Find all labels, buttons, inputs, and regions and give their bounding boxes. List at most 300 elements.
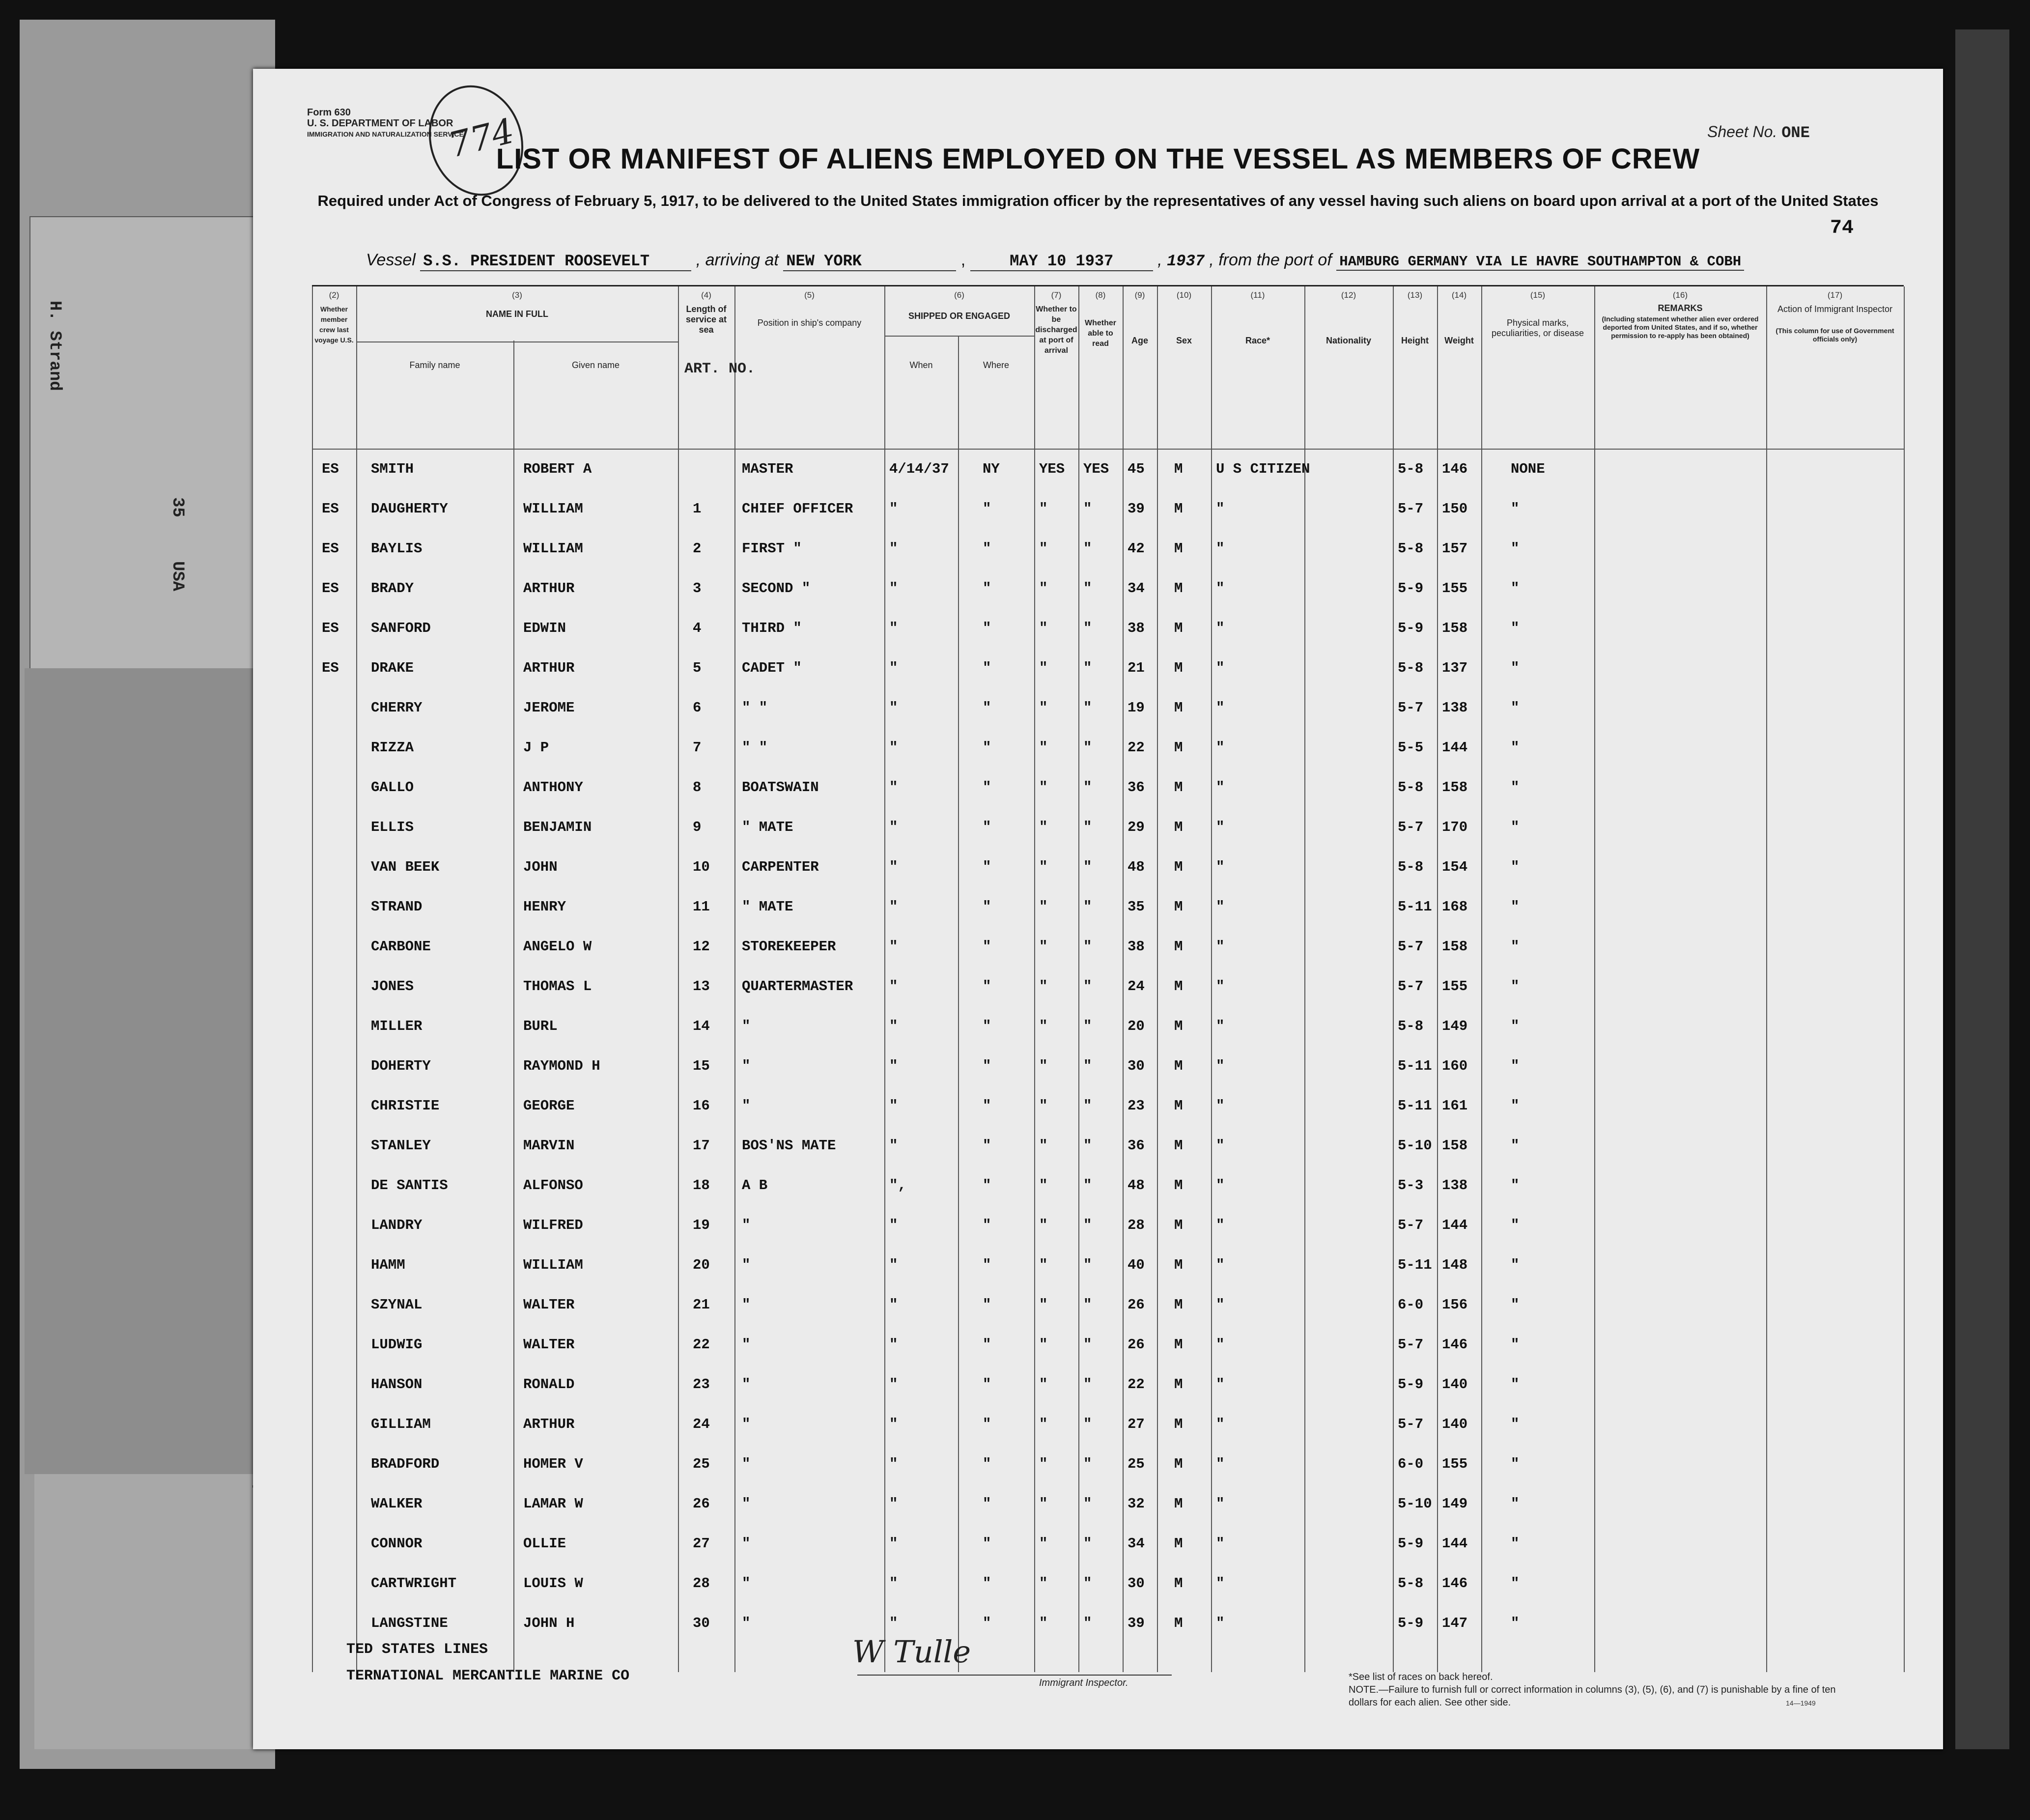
crew-weight: 138 (1442, 700, 1468, 716)
crew-position: FIRST " (742, 540, 802, 557)
crew-given-name: WALTER (523, 1297, 575, 1313)
crew-age: 27 (1128, 1416, 1145, 1432)
crew-able-to-read: " (1083, 1257, 1092, 1273)
colnum-6: (6) (954, 290, 964, 300)
crew-age: 42 (1128, 540, 1145, 557)
crew-family-name: ELLIS (371, 819, 414, 835)
vessel-line: Vessel S.S. PRESIDENT ROOSEVELT , arriving at NEW YORK , MAY 10 1937 , 1937 , from the port of HAMBURG GERMANY VIA LE HAVRE SOUTHAMPTON & COBH (366, 251, 1744, 271)
crew-able-to-read: " (1083, 540, 1092, 557)
crew-weight: 138 (1442, 1177, 1468, 1194)
table-row (312, 938, 1904, 978)
crew-physical-marks: " (1511, 580, 1520, 597)
crew-race: " (1216, 1416, 1225, 1432)
crew-sex: M (1174, 899, 1183, 915)
crew-art-no: 30 (693, 1615, 710, 1631)
crew-weight: 170 (1442, 819, 1468, 835)
crew-able-to-read: " (1083, 1217, 1092, 1233)
arrival-year: 1937 (1167, 252, 1205, 270)
table-row (312, 501, 1904, 540)
crew-physical-marks: " (1511, 1456, 1520, 1472)
crew-discharged: " (1039, 1376, 1048, 1393)
crew-race: " (1216, 1297, 1225, 1313)
crew-position: CHIEF OFFICER (742, 501, 853, 517)
crew-family-name: BRADY (371, 580, 414, 597)
crew-weight: 140 (1442, 1416, 1468, 1432)
document-title: LIST OR MANIFEST OF ALIENS EMPLOYED ON THE VESSEL AS MEMBERS OF CREW (496, 143, 1700, 175)
crew-shipped-when: " (889, 1257, 898, 1273)
crew-position: " MATE (742, 899, 793, 915)
crew-age: 22 (1128, 739, 1145, 756)
crew-given-name: ARTHUR (523, 580, 575, 597)
crew-able-to-read: " (1083, 700, 1092, 716)
crew-family-name: DAUGHERTY (371, 501, 448, 517)
crew-family-name: WALKER (371, 1496, 423, 1512)
crew-able-to-read: " (1083, 1456, 1092, 1472)
signature-line (857, 1675, 1172, 1676)
crew-able-to-read: YES (1083, 461, 1109, 477)
crew-weight: 146 (1442, 1337, 1468, 1353)
crew-race: " (1216, 1496, 1225, 1512)
crew-race: " (1216, 1177, 1225, 1194)
crew-age: 45 (1128, 461, 1145, 477)
crew-position: " (742, 1058, 751, 1074)
crew-given-name: WALTER (523, 1337, 575, 1353)
crew-height: 5-7 (1398, 819, 1424, 835)
crew-physical-marks: " (1511, 501, 1520, 517)
crew-race: " (1216, 1098, 1225, 1114)
crew-position: " (742, 1376, 751, 1393)
crew-able-to-read: " (1083, 1138, 1092, 1154)
crew-shipped-where: " (983, 1376, 991, 1393)
crew-family-name: MILLER (371, 1018, 423, 1034)
crew-weight: 144 (1442, 1536, 1468, 1552)
crew-given-name: JOHN (523, 859, 558, 875)
crew-discharged: " (1039, 819, 1048, 835)
crew-age: 32 (1128, 1496, 1145, 1512)
inspector-signature: W Tulle (852, 1634, 971, 1670)
crew-discharged: " (1039, 1138, 1048, 1154)
crew-height: 5-7 (1398, 1217, 1424, 1233)
crew-art-no: 28 (693, 1575, 710, 1592)
crew-able-to-read: " (1083, 1496, 1092, 1512)
crew-race: " (1216, 620, 1225, 636)
crew-art-no: 20 (693, 1257, 710, 1273)
table-row (312, 978, 1904, 1018)
crew-shipped-where: " (983, 700, 991, 716)
crew-position: STOREKEEPER (742, 938, 836, 955)
crew-sex: M (1174, 540, 1183, 557)
crew-family-name: VAN BEEK (371, 859, 440, 875)
crew-family-name: GALLO (371, 779, 414, 796)
crew-physical-marks: " (1511, 620, 1520, 636)
crew-weight: 144 (1442, 1217, 1468, 1233)
table-row (312, 1177, 1904, 1217)
crew-age: 38 (1128, 938, 1145, 955)
header-weight: Weight (1444, 336, 1474, 345)
crew-shipped-when: " (889, 540, 898, 557)
crew-sex: M (1174, 1138, 1183, 1154)
crew-given-name: J P (523, 739, 549, 756)
crew-shipped-where: " (983, 1536, 991, 1552)
crew-shipped-when: " (889, 1376, 898, 1393)
crew-art-no: 21 (693, 1297, 710, 1313)
crew-position: MASTER (742, 461, 793, 477)
header-sex: Sex (1176, 336, 1192, 345)
crew-height: 6-0 (1398, 1297, 1424, 1313)
crew-art-no: 4 (693, 620, 702, 636)
crew-position: " (742, 1217, 751, 1233)
crew-race: " (1216, 1615, 1225, 1631)
crew-height: 5-7 (1398, 1416, 1424, 1432)
crew-weight: 168 (1442, 899, 1468, 915)
crew-given-name: ROBERT A (523, 461, 592, 477)
header-last-voyage: Whether member crew last voyage U.S. (314, 305, 354, 344)
crew-race: " (1216, 1337, 1225, 1353)
crew-discharged: " (1039, 501, 1048, 517)
header-discharged: Whether to be discharged at port of arrival (1035, 305, 1077, 355)
header-when: When (909, 360, 933, 370)
crew-physical-marks: " (1511, 1138, 1520, 1154)
crew-physical-marks: " (1511, 1297, 1520, 1313)
crew-weight: 149 (1442, 1018, 1468, 1034)
crew-age: 39 (1128, 1615, 1145, 1631)
crew-family-name: DOHERTY (371, 1058, 431, 1074)
crew-sex: M (1174, 1575, 1183, 1592)
crew-given-name: JOHN H (523, 1615, 575, 1631)
crew-family-name: DRAKE (371, 660, 414, 676)
crew-able-to-read: " (1083, 899, 1092, 915)
vessel-label: Vessel (366, 251, 416, 269)
crew-discharged: " (1039, 700, 1048, 716)
colnum-14: (14) (1451, 290, 1467, 300)
crew-sex: M (1174, 1456, 1183, 1472)
colnum-15: (15) (1530, 290, 1546, 300)
crew-given-name: OLLIE (523, 1536, 566, 1552)
header-given-name: Given name (571, 360, 620, 370)
colnum-7: (7) (1051, 290, 1062, 300)
crew-shipped-when: " (889, 1615, 898, 1631)
crew-height: 5-9 (1398, 620, 1424, 636)
footnote-penalty: NOTE.—Failure to furnish full or correct information in columns (3), (5), (6), and (7) is punishable by a fine of ten dollars for each alien. See other side. (1349, 1684, 1836, 1708)
colnum-9: (9) (1134, 290, 1145, 300)
crew-given-name: ARTHUR (523, 660, 575, 676)
crew-shipped-where: " (983, 859, 991, 875)
crew-race: " (1216, 501, 1225, 517)
crew-discharged: " (1039, 978, 1048, 995)
crew-weight: 160 (1442, 1058, 1468, 1074)
crew-able-to-read: " (1083, 739, 1092, 756)
crew-position: " (742, 1456, 751, 1472)
crew-sex: M (1174, 1615, 1183, 1631)
crew-sex: M (1174, 1217, 1183, 1233)
crew-sex: M (1174, 1058, 1183, 1074)
crew-weight: 158 (1442, 779, 1468, 796)
crew-position: " (742, 1416, 751, 1432)
crew-position: CADET " (742, 660, 802, 676)
page-number: 74 (1830, 217, 1854, 239)
crew-height: 5-8 (1398, 540, 1424, 557)
crew-given-name: LOUIS W (523, 1575, 583, 1592)
crew-shipped-where: " (983, 620, 991, 636)
colnum-16: (16) (1672, 290, 1688, 300)
crew-race: " (1216, 1456, 1225, 1472)
arrival-date: MAY 10 1937 (970, 252, 1153, 271)
crew-weight: 150 (1442, 501, 1468, 517)
crew-physical-marks: " (1511, 1217, 1520, 1233)
crew-art-no: 22 (693, 1337, 710, 1353)
header-remarks: REMARKS (1658, 303, 1703, 313)
crew-weight: 146 (1442, 461, 1468, 477)
crew-shipped-where: " (983, 1177, 991, 1194)
crew-art-no: 18 (693, 1177, 710, 1194)
crew-sex: M (1174, 1536, 1183, 1552)
crew-shipped-when: " (889, 1575, 898, 1592)
crew-physical-marks: " (1511, 1177, 1520, 1194)
header-position: Position in ship's company (757, 318, 862, 328)
crew-shipped-where: " (983, 1257, 991, 1273)
crew-art-no: 25 (693, 1456, 710, 1472)
print-code: 14—1949 (1786, 1699, 1816, 1707)
crew-family-name: GILLIAM (371, 1416, 431, 1432)
crew-shipped-when: " (889, 1496, 898, 1512)
crew-discharged: " (1039, 899, 1048, 915)
crew-shipped-where: " (983, 1337, 991, 1353)
crew-shipped-where: " (983, 1058, 991, 1074)
footnote (1349, 1671, 1840, 1709)
crew-weight: 146 (1442, 1575, 1468, 1592)
crew-shipped-when: " (889, 899, 898, 915)
colnum-4: (4) (701, 290, 711, 300)
crew-physical-marks: " (1511, 1536, 1520, 1552)
crew-position: " (742, 1536, 751, 1552)
table-row (312, 620, 1904, 659)
crew-physical-marks: " (1511, 1098, 1520, 1114)
crew-race: " (1216, 859, 1225, 875)
crew-race: " (1216, 700, 1225, 716)
table-row (312, 899, 1904, 938)
crew-shipped-when: " (889, 739, 898, 756)
crew-family-name: JONES (371, 978, 414, 995)
crew-height: 5-11 (1398, 1058, 1432, 1074)
crew-able-to-read: " (1083, 779, 1092, 796)
crew-able-to-read: " (1083, 1575, 1092, 1592)
crew-shipped-when: 4/14/37 (889, 461, 949, 477)
crew-age: 39 (1128, 501, 1145, 517)
crew-height: 5-11 (1398, 1257, 1432, 1273)
crew-height: 5-9 (1398, 1615, 1424, 1631)
crew-race: " (1216, 1376, 1225, 1393)
crew-given-name: MARVIN (523, 1138, 575, 1154)
header-inspector-note: (This column for use of Government officials only) (1776, 327, 1894, 343)
crew-age: 35 (1128, 899, 1145, 915)
crew-family-name: SANFORD (371, 620, 431, 636)
crew-shipped-when: " (889, 978, 898, 995)
crew-race: " (1216, 978, 1225, 995)
crew-weight: 155 (1442, 580, 1468, 597)
crew-sex: M (1174, 1337, 1183, 1353)
crew-sex: M (1174, 938, 1183, 955)
right-binding-strip (1955, 29, 2009, 1749)
crew-able-to-read: " (1083, 501, 1092, 517)
crew-art-no: 26 (693, 1496, 710, 1512)
crew-given-name: JEROME (523, 700, 575, 716)
crew-physical-marks: " (1511, 1496, 1520, 1512)
crew-sex: M (1174, 501, 1183, 517)
slip-name: H. Strand (45, 301, 64, 391)
crew-able-to-read: " (1083, 1177, 1092, 1194)
crew-height: 5-8 (1398, 779, 1424, 796)
crew-family-name: BAYLIS (371, 540, 423, 557)
crew-physical-marks: " (1511, 1615, 1520, 1631)
crew-discharged: " (1039, 779, 1048, 796)
crew-sex: M (1174, 859, 1183, 875)
crew-height: 5-9 (1398, 580, 1424, 597)
crew-height: 5-8 (1398, 859, 1424, 875)
sheet-value: ONE (1781, 124, 1810, 142)
crew-shipped-when: " (889, 700, 898, 716)
crew-family-name: LANDRY (371, 1217, 423, 1233)
crew-art-no: 23 (693, 1376, 710, 1393)
crew-position: " (742, 1098, 751, 1114)
crew-sex: M (1174, 1416, 1183, 1432)
crew-art-no: 14 (693, 1018, 710, 1034)
crew-position: " (742, 1496, 751, 1512)
header-height: Height (1401, 336, 1429, 345)
crew-height: 5-8 (1398, 1575, 1424, 1592)
crew-shipped-where: NY (983, 461, 1000, 477)
table-row (312, 700, 1904, 739)
crew-physical-marks: " (1511, 1376, 1520, 1393)
crew-shipped-where: " (983, 739, 991, 756)
crew-discharged: " (1039, 1058, 1048, 1074)
crew-shipped-where: " (983, 779, 991, 796)
header-physical-marks: Physical marks, peculiarities, or disease (1491, 318, 1584, 338)
crew-family-name: BRADFORD (371, 1456, 440, 1472)
crew-family-name: STANLEY (371, 1138, 431, 1154)
table-row (312, 660, 1904, 699)
crew-position: THIRD " (742, 620, 802, 636)
footnote-races: *See list of races on back hereof. (1349, 1672, 1493, 1682)
crew-shipped-when: " (889, 819, 898, 835)
crew-able-to-read: " (1083, 1376, 1092, 1393)
crew-sex: M (1174, 739, 1183, 756)
table-row (312, 819, 1904, 858)
crew-weight: 140 (1442, 1376, 1468, 1393)
crew-position: CARPENTER (742, 859, 819, 875)
crew-family-name: CHRISTIE (371, 1098, 440, 1114)
header-shipped-engaged: SHIPPED OR ENGAGED (908, 311, 1011, 321)
crew-height: 5-7 (1398, 978, 1424, 995)
header-family-name: Family name (409, 360, 460, 370)
crew-shipped-when: " (889, 1138, 898, 1154)
crew-shipped-where: " (983, 1297, 991, 1313)
crew-prev-voyage: ES (322, 540, 339, 557)
crew-shipped-where: " (983, 1018, 991, 1034)
crew-discharged: " (1039, 1297, 1048, 1313)
crew-given-name: ARTHUR (523, 1416, 575, 1432)
owner-line-1: TED STATES LINES (346, 1641, 488, 1658)
crew-discharged: " (1039, 739, 1048, 756)
crew-shipped-when: " (889, 580, 898, 597)
crew-given-name: BURL (523, 1018, 558, 1034)
table-row (312, 1297, 1904, 1336)
crew-family-name: DE SANTIS (371, 1177, 448, 1194)
crew-family-name: RIZZA (371, 739, 414, 756)
crew-shipped-where: " (983, 1456, 991, 1472)
crew-shipped-where: " (983, 819, 991, 835)
crew-given-name: EDWIN (523, 620, 566, 636)
crew-family-name: STRAND (371, 899, 423, 915)
crew-shipped-when: " (889, 1058, 898, 1074)
crew-weight: 161 (1442, 1098, 1468, 1114)
crew-art-no: 9 (693, 819, 702, 835)
table-row (312, 1536, 1904, 1575)
crew-height: 5-11 (1398, 1098, 1432, 1114)
crew-given-name: ALFONSO (523, 1177, 583, 1194)
header-where: Where (983, 360, 1009, 370)
crew-sex: M (1174, 978, 1183, 995)
crew-position: " (742, 1337, 751, 1353)
sheet-number (1707, 123, 1810, 142)
table-row (312, 1337, 1904, 1376)
crew-shipped-where: " (983, 899, 991, 915)
header-remarks-note: (Including statement whether alien ever ordered deported from United States, and if so, whether permission to re-apply has been obtained) (1602, 315, 1759, 340)
crew-given-name: GEORGE (523, 1098, 575, 1114)
crew-sex: M (1174, 461, 1183, 477)
crew-position: SECOND " (742, 580, 811, 597)
header-name-in-full: NAME IN FULL (486, 309, 548, 319)
crew-physical-marks: " (1511, 1575, 1520, 1592)
crew-given-name: WILLIAM (523, 1257, 583, 1273)
header-able-to-read: Whether able to read (1085, 319, 1116, 348)
crew-age: 36 (1128, 779, 1145, 796)
crew-discharged: YES (1039, 461, 1065, 477)
crew-discharged: " (1039, 859, 1048, 875)
crew-shipped-when: ", (889, 1177, 906, 1194)
crew-able-to-read: " (1083, 1416, 1092, 1432)
crew-race: " (1216, 660, 1225, 676)
crew-shipped-where: " (983, 938, 991, 955)
crew-art-no: 11 (693, 899, 710, 915)
crew-art-no: 1 (693, 501, 702, 517)
crew-race: " (1216, 1217, 1225, 1233)
crew-shipped-where: " (983, 978, 991, 995)
colnum-13: (13) (1407, 290, 1423, 300)
crew-able-to-read: " (1083, 620, 1092, 636)
crew-age: 30 (1128, 1058, 1145, 1074)
header-art-no: ART. NO. (684, 361, 756, 377)
crew-race: " (1216, 1575, 1225, 1592)
crew-given-name: WILFRED (523, 1217, 583, 1233)
crew-weight: 158 (1442, 620, 1468, 636)
crew-family-name: LUDWIG (371, 1337, 423, 1353)
crew-race: " (1216, 1058, 1225, 1074)
crew-art-no: 5 (693, 660, 702, 676)
crew-physical-marks: " (1511, 660, 1520, 676)
crew-physical-marks: " (1511, 779, 1520, 796)
crew-able-to-read: " (1083, 1058, 1092, 1074)
crew-prev-voyage: ES (322, 580, 339, 597)
crew-given-name: RAYMOND H (523, 1058, 600, 1074)
crew-age: 21 (1128, 660, 1145, 676)
crew-weight: 157 (1442, 540, 1468, 557)
from-port-value: HAMBURG GERMANY VIA LE HAVRE SOUTHAMPTON & COBH (1336, 254, 1744, 271)
crew-shipped-where: " (983, 1217, 991, 1233)
crew-sex: M (1174, 1018, 1183, 1034)
crew-position: " (742, 1297, 751, 1313)
crew-race: " (1216, 580, 1225, 597)
crew-given-name: HOMER V (523, 1456, 583, 1472)
